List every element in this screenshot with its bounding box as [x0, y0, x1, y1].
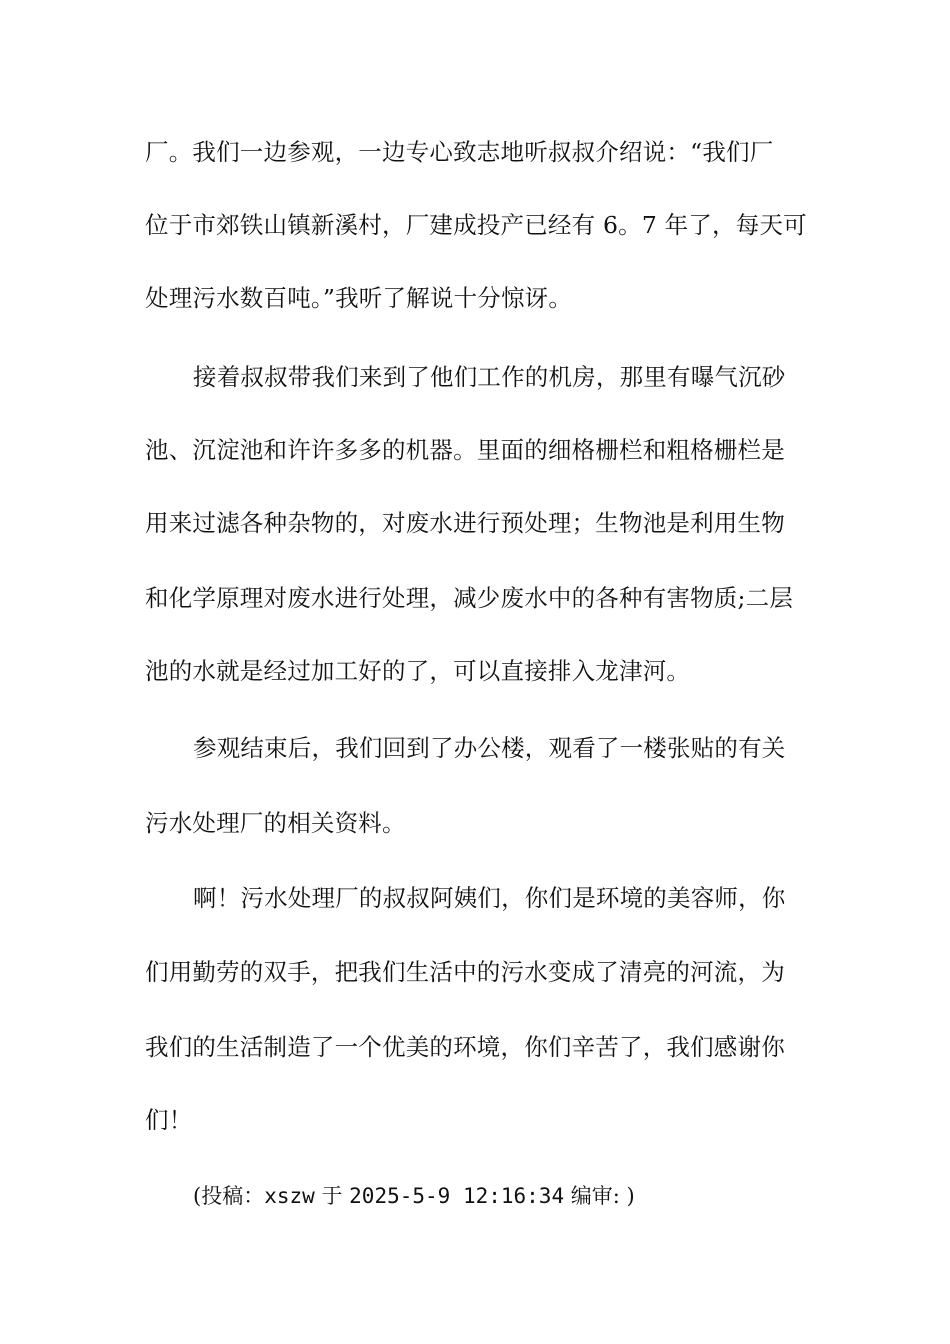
paragraph-4-line-4: 们！	[145, 1106, 193, 1134]
paragraph-2-line-2: 池、沉淀池和许许多多的机器。里面的细格栅栏和粗格栅栏是	[145, 436, 785, 464]
paragraph-1-line-3: 处理污水数百吨。”我听了解说十分惊讶。	[145, 284, 573, 312]
paragraph-3-line-2: 污水处理厂的相关资料。	[145, 809, 406, 837]
paragraph-2-line-5: 池的水就是经过加工好的了，可以直接排入龙津河。	[145, 657, 691, 685]
submission-close: )	[626, 1184, 635, 1208]
editor-label: 编审:	[570, 1184, 620, 1208]
paragraph-4-line-2: 们用勤劳的双手，把我们生活中的污水变成了清亮的河流，为	[145, 958, 785, 986]
paragraph-2-line-1: 接着叔叔带我们来到了他们工作的机房，那里有曝气沉砂	[193, 363, 786, 391]
paragraph-3-line-1: 参观结束后，我们回到了办公楼，观看了一楼张贴的有关	[193, 734, 786, 762]
submission-yu: 于	[321, 1184, 343, 1208]
paragraph-2-line-4: 和化学原理对废水进行处理，减少废水中的各种有害物质;二层	[145, 584, 794, 612]
paragraph-4-line-3: 我们的生活制造了一个优美的环境，你们辛苦了，我们感谢你	[145, 1033, 785, 1061]
paragraph-1-line-1: 厂。我们一边参观，一边专心致志地听叔叔介绍说：“我们厂	[145, 138, 774, 166]
submission-info	[193, 1181, 635, 1211]
paragraph-2-line-3: 用来过滤各种杂物的，对废水进行预处理；生物池是利用生物	[145, 509, 785, 537]
submission-author: xszw	[264, 1184, 315, 1208]
submission-open: (投稿：	[193, 1184, 265, 1208]
paragraph-4-line-1: 啊！污水处理厂的叔叔阿姨们，你们是环境的美容师，你	[193, 884, 786, 912]
paragraph-1-line-2: 位于市郊铁山镇新溪村，厂建成投产已经有 6。7 年了，每天可	[145, 211, 807, 239]
submission-datetime: 2025-5-9 12:16:34	[349, 1184, 565, 1208]
